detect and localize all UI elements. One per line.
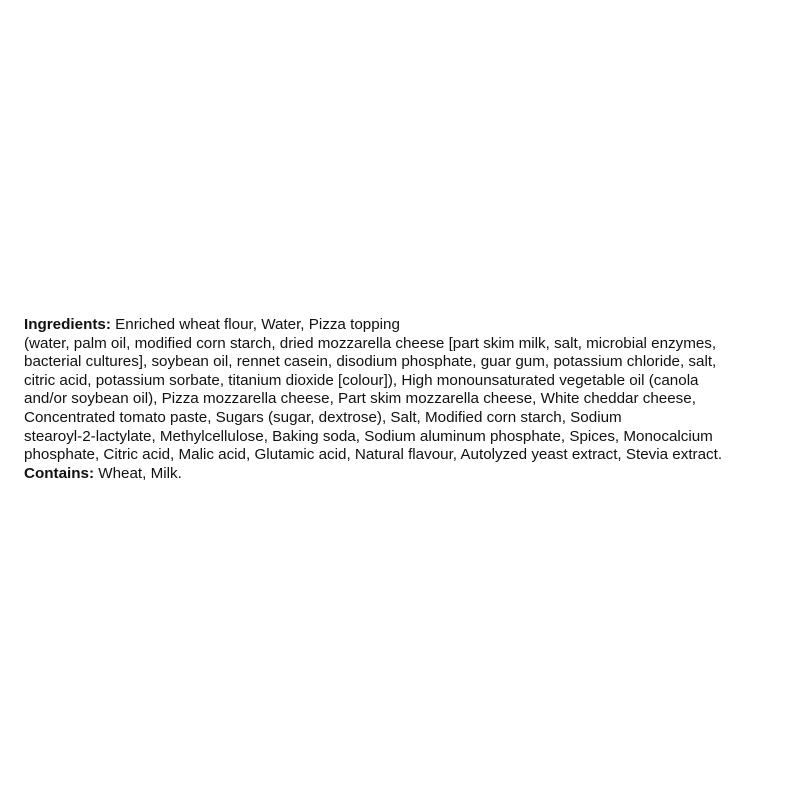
ingredients-line-6: Concentrated tomato paste, Sugars (sugar, dextrose), Salt, Modified corn starch, Sodium [24, 408, 622, 426]
ingredients-line-8: phosphate, Citric acid, Malic acid, Glutamic acid, Natural flavour, Autolyzed yeast extract, Stevia extract. [24, 446, 723, 464]
ingredients-line-1 [24, 316, 784, 335]
ingredients-line-3: bacterial cultures], soybean oil, rennet casein, disodium phosphate, guar gum, potassium chloride, salt, [24, 353, 717, 371]
contains-line [24, 465, 784, 484]
ingredients-heading: Ingredients: [24, 316, 111, 333]
ingredients-text: Enriched wheat flour, Water, Pizza topping [110, 316, 400, 333]
ingredients-line-7: stearoyl-2-lactylate, Methylcellulose, Baking soda, Sodium aluminum phosphate, Spices, Monocalcium [24, 427, 713, 445]
ingredients-line-4: citric acid, potassium sorbate, titanium dioxide [colour]), High monounsaturated vegetable oil (canola [24, 371, 699, 389]
contains-heading: Contains: [24, 464, 95, 482]
ingredients-line-5: and/or soybean oil), Pizza mozzarella cheese, Part skim mozzarella cheese, White cheddar cheese, [24, 390, 696, 408]
contains-text: Wheat, Milk. [94, 464, 182, 482]
ingredients-line-2: (water, palm oil, modified corn starch, dried mozzarella cheese [part skim milk, salt, microbial enzymes, [24, 334, 717, 352]
ingredients-label [24, 316, 784, 483]
